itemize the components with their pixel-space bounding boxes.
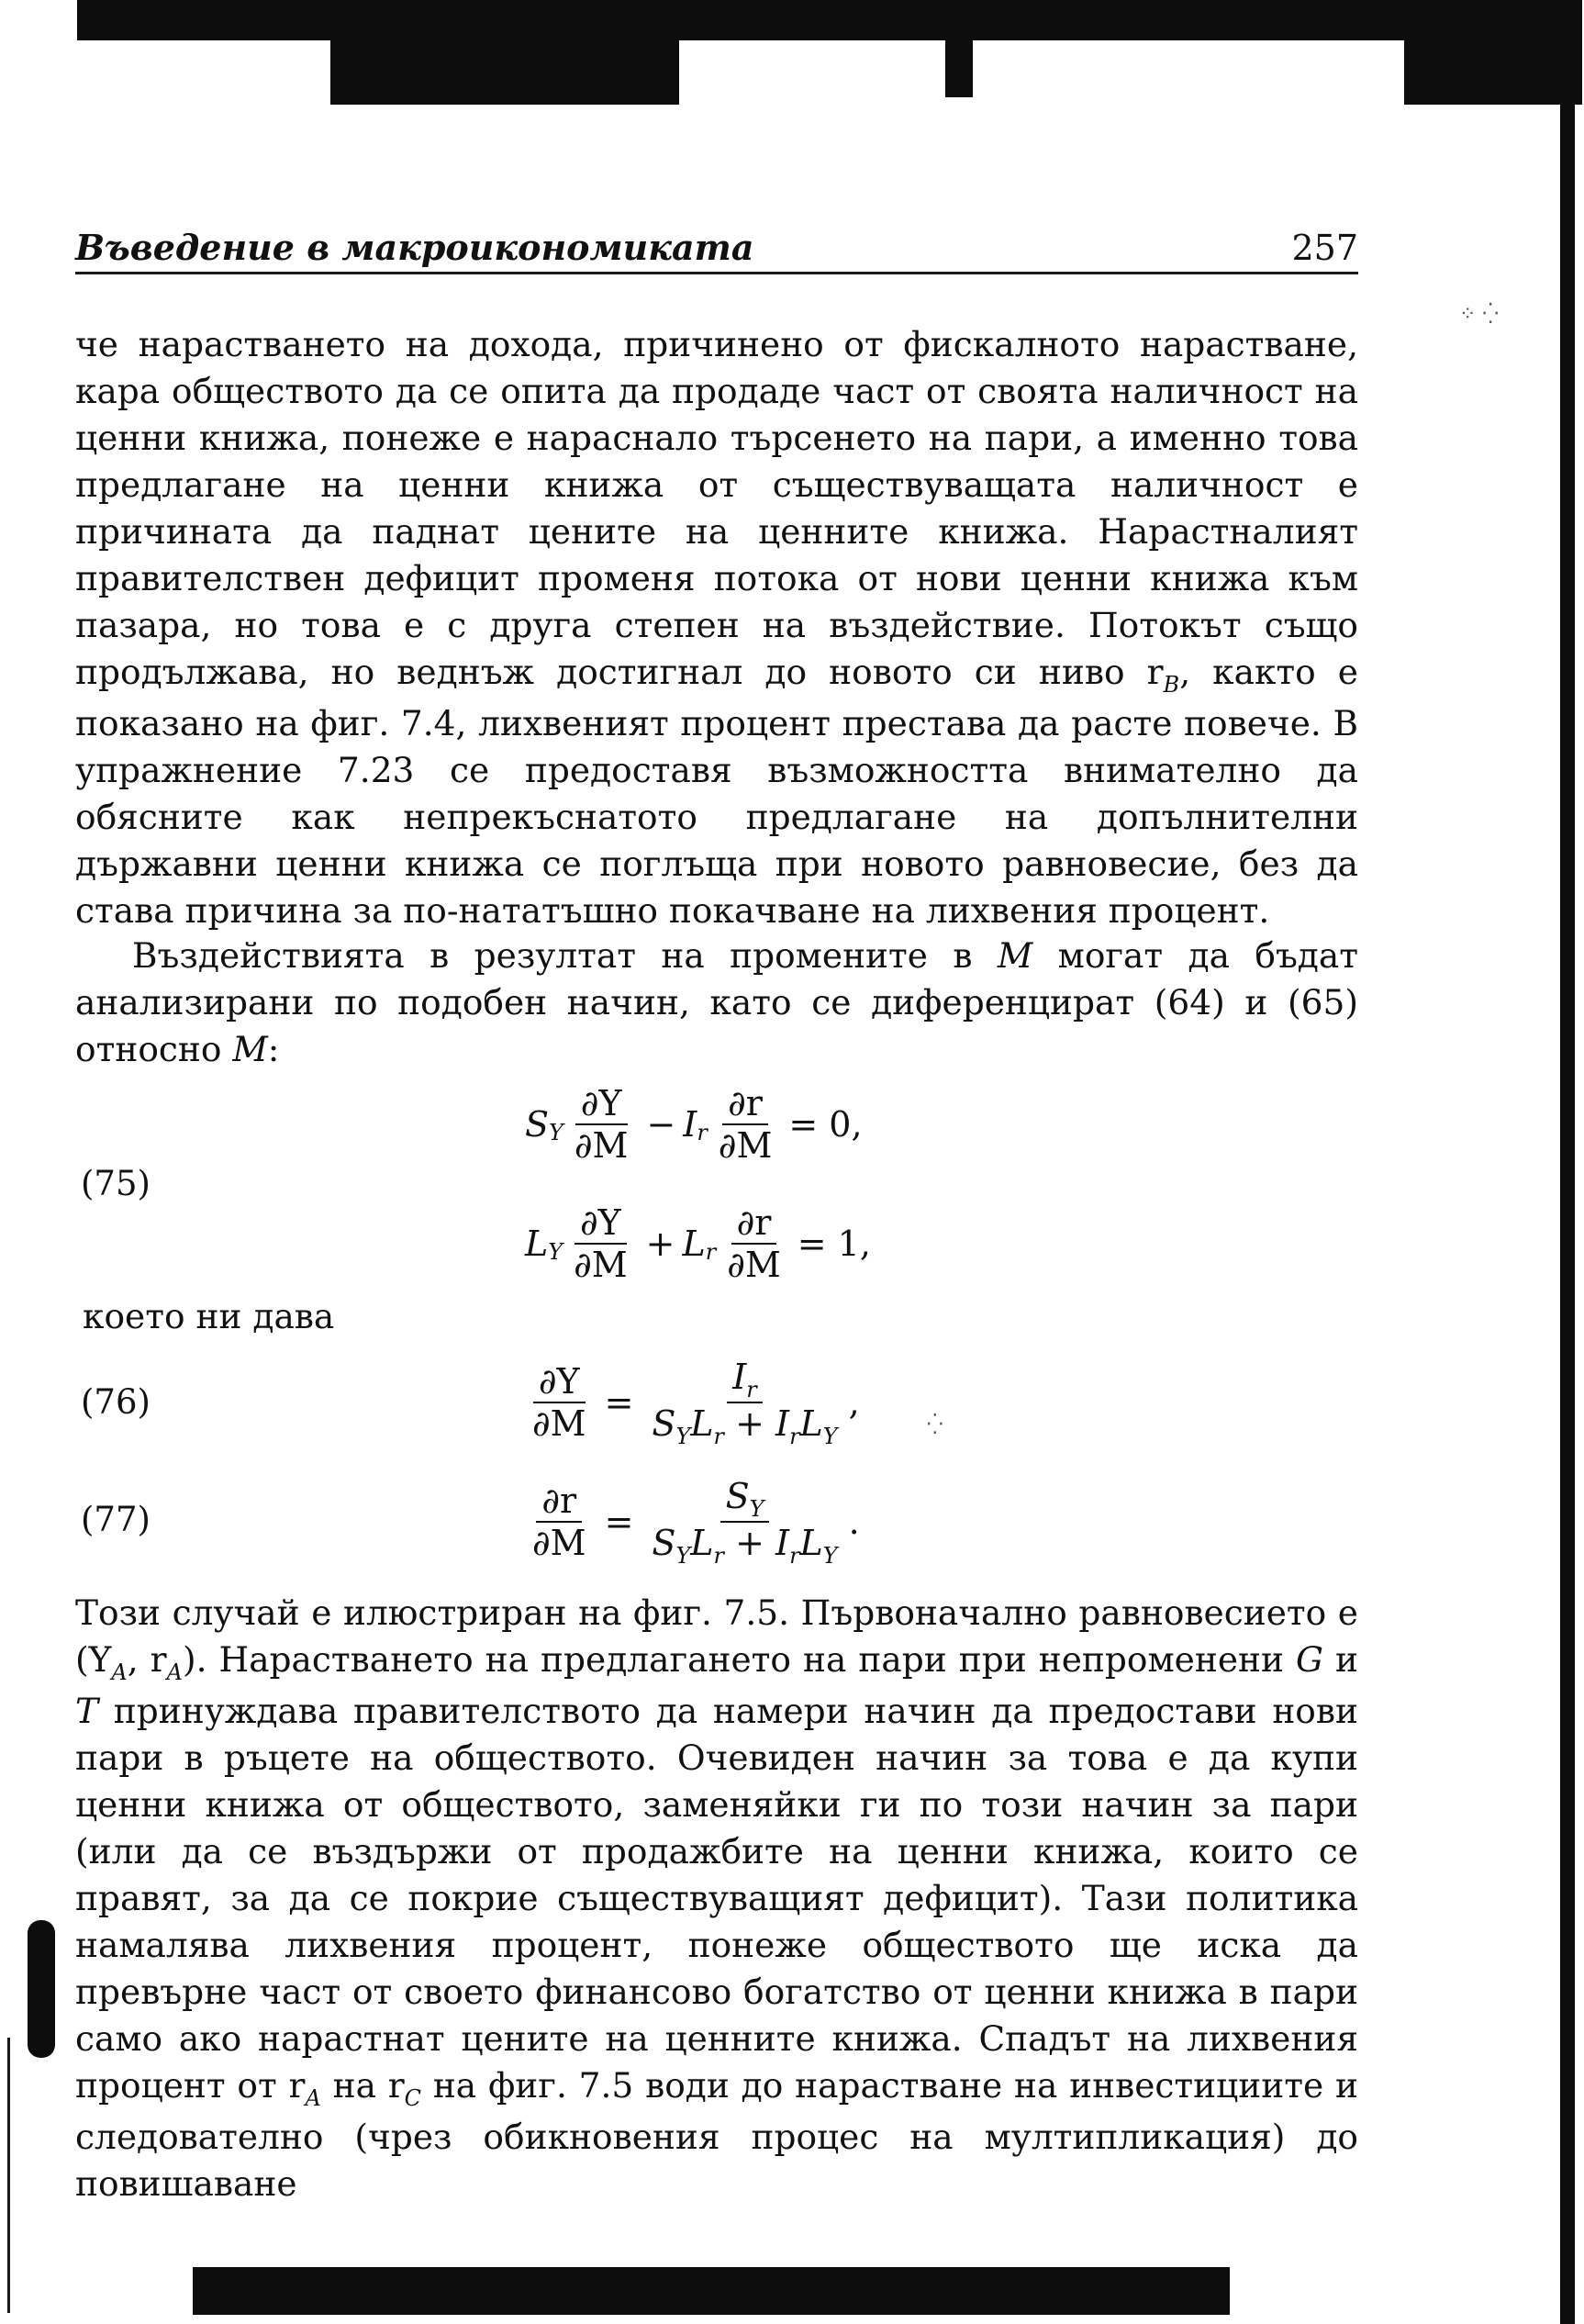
math-var: I xyxy=(775,1403,790,1444)
fraction-denominator: ∂M xyxy=(718,1125,773,1166)
math-var: G xyxy=(1296,1639,1323,1680)
fraction xyxy=(646,1476,842,1568)
paragraph-3-text-c: ). Нарастването на предлагането на пари при непроменени xyxy=(182,1639,1297,1680)
fraction-denominator: ∂M xyxy=(532,1523,586,1563)
page-number: 257 xyxy=(1291,228,1358,268)
paragraph-3-text-e: на r xyxy=(320,2065,405,2106)
math-var: M xyxy=(232,1029,268,1069)
fraction-numerator: ∂Y xyxy=(575,1083,628,1125)
scan-specks-right: ⁘ ⁛ xyxy=(1459,303,1499,326)
fraction-denominator xyxy=(646,1403,842,1448)
operator: = xyxy=(604,1502,634,1542)
scan-specks-mid: ⁛ xyxy=(927,1413,943,1436)
fraction-denominator: ∂M xyxy=(574,1245,628,1285)
fraction-numerator xyxy=(727,1357,763,1403)
scan-top-block-right xyxy=(945,40,973,97)
math-var: L xyxy=(682,1223,706,1264)
subscript: C xyxy=(404,2085,422,2111)
math-var: S xyxy=(652,1523,676,1563)
paragraph-2-text-a: Въздействията в резултат на промените в xyxy=(132,935,998,976)
subscript: Y xyxy=(822,1543,838,1569)
subscript: r xyxy=(705,1239,717,1265)
gives-text: което ни дава xyxy=(83,1296,335,1336)
fraction xyxy=(569,1083,634,1166)
fraction-numerator xyxy=(720,1476,770,1523)
math-var: L xyxy=(799,1403,823,1444)
fraction xyxy=(713,1083,778,1166)
operator: + xyxy=(735,1523,764,1563)
math-var: T xyxy=(75,1691,99,1731)
subscript: r xyxy=(697,1120,708,1145)
punctuation: . xyxy=(848,1502,860,1542)
scan-left-blot xyxy=(28,1920,55,2058)
paragraph-3-and: и xyxy=(1322,1639,1358,1680)
fraction-denominator: ∂M xyxy=(574,1125,629,1166)
paragraph-2-text-b: могат да бъдат анализирани по подобен начин, като се диференцират (64) и (65) относно xyxy=(75,935,1358,1069)
math-var: M xyxy=(997,935,1033,976)
punctuation: , xyxy=(848,1382,860,1423)
math-var: S xyxy=(652,1403,676,1444)
math-var: L xyxy=(799,1523,823,1563)
subscript: A xyxy=(305,2085,321,2111)
math-var: I xyxy=(683,1104,697,1145)
paragraph-1-tail: , както е показано на фиг. 7.4, лихвеният процент престава да расте повече. В упражнение 7.23 се предоставя възможността внимателно да обясните как непрекъснатото предлагане на допълнителни държавни ценни книжа се поглъща при новото равновесие, без да става причина за по-нататъшно покачване на лихвения процент. xyxy=(75,652,1358,931)
math-var: L xyxy=(690,1523,714,1563)
fraction-denominator: ∂M xyxy=(727,1245,781,1285)
fraction xyxy=(721,1202,786,1285)
subscript: A xyxy=(166,1659,183,1685)
paragraph-1-text: че нарастването на дохода, причинено от фискалното нарастване, кара обществото да се опита да продаде част от своята наличност на ценни книжа, понеже е нараснало търсенето на пари, а именно това предлагане на ценни книжа от съществуващата наличност е причината да паднат цените на ценните книжа. Нарастналият правителствен дефицит променя потока от нови ценни книжа към пазара, но това е с друга степен на въздействие. Потокът също продължава, но веднъж достигнал до новото си ниво r xyxy=(75,324,1358,692)
scan-top-block-far xyxy=(1404,40,1582,105)
math-var: L xyxy=(690,1403,714,1444)
scan-left-line xyxy=(7,2038,10,2313)
subscript: Y xyxy=(749,1496,764,1522)
scan-top-gap xyxy=(679,53,954,105)
paragraph-3-text-a: Този случай е илюстриран на фиг. 7.5. Първоначално равновесието е (Y xyxy=(75,1592,1358,1680)
operator: − xyxy=(646,1104,676,1145)
subscript: Y xyxy=(548,1239,563,1265)
scan-bottom-bar xyxy=(193,2267,1230,2315)
fraction-numerator: ∂r xyxy=(731,1202,777,1245)
subscript: r xyxy=(789,1424,800,1449)
math-var: I xyxy=(775,1523,790,1563)
equation-number-76: (76) xyxy=(81,1382,151,1422)
fraction-numerator: ∂Y xyxy=(533,1361,586,1403)
math-var: S xyxy=(725,1476,750,1516)
subscript: A xyxy=(111,1659,128,1685)
subscript: r xyxy=(746,1377,757,1402)
fraction xyxy=(568,1202,633,1285)
operator: + xyxy=(645,1223,675,1264)
equation-75-line-1 xyxy=(525,1083,863,1166)
equation-rhs: = 1, xyxy=(797,1223,871,1264)
paragraph-2 xyxy=(75,933,1358,1073)
subscript: Y xyxy=(549,1120,563,1145)
equation-75-line-2 xyxy=(525,1202,871,1285)
equation-76 xyxy=(521,1357,860,1448)
paragraph-3-text-f: на фиг. 7.5 води до нарастване на инвестициите и следователно (чрез обикновения процес на мултипликация) до повишаване xyxy=(75,2065,1358,2204)
paragraph-1 xyxy=(75,321,1358,934)
paragraph-3 xyxy=(75,1590,1358,2207)
fraction-numerator: ∂Y xyxy=(574,1202,627,1245)
subscript: r xyxy=(713,1424,725,1449)
subscript: r xyxy=(713,1543,725,1569)
fraction xyxy=(527,1361,592,1444)
equation-number-77: (77) xyxy=(81,1500,151,1539)
page-header xyxy=(75,220,1358,274)
fraction-denominator: ∂M xyxy=(532,1403,586,1444)
paragraph-2-text-c: : xyxy=(267,1029,280,1069)
fraction-denominator xyxy=(646,1523,842,1568)
math-var: I xyxy=(732,1357,747,1397)
paragraph-3-text-d: принуждава правителството да намери начин да предостави нови пари в ръцете на обществото. Очевиден начин за това е да купи ценни книжа от обществото, заменяйки ги по този начин за пари (или да се въздържи от продажбите на ценни книжа, които се правят, за да се покрие съществуващият дефицит). Тази политика намалява лихвения процент, понеже обществото ще иска да превърне част от своето финансово богатство от ценни книжа в пари само ако нарастнат цените на ценните книжа. Спадът на лихвения процент от r xyxy=(75,1691,1358,2106)
subscript: B xyxy=(1163,672,1180,698)
subscript: Y xyxy=(675,1543,691,1569)
fraction-numerator: ∂r xyxy=(536,1480,582,1523)
equation-number-75: (75) xyxy=(81,1164,151,1203)
fraction-numerator: ∂r xyxy=(722,1083,768,1125)
scan-top-block-left xyxy=(330,40,679,105)
equation-77 xyxy=(521,1476,860,1568)
subscript: Y xyxy=(822,1424,838,1449)
scan-right-edge xyxy=(1560,40,1575,2324)
running-title: Въведение в макроикономиката xyxy=(75,227,754,268)
subscript: Y xyxy=(675,1424,691,1449)
fraction xyxy=(527,1480,592,1563)
operator: + xyxy=(735,1403,764,1444)
paragraph-3-text-b: , r xyxy=(127,1639,167,1680)
operator: = xyxy=(604,1382,634,1423)
scan-top-bar xyxy=(77,0,1582,40)
math-var: S xyxy=(525,1104,550,1145)
fraction xyxy=(646,1357,842,1448)
subscript: r xyxy=(789,1543,800,1569)
equation-rhs: = 0, xyxy=(788,1104,863,1145)
math-var: L xyxy=(525,1223,549,1264)
